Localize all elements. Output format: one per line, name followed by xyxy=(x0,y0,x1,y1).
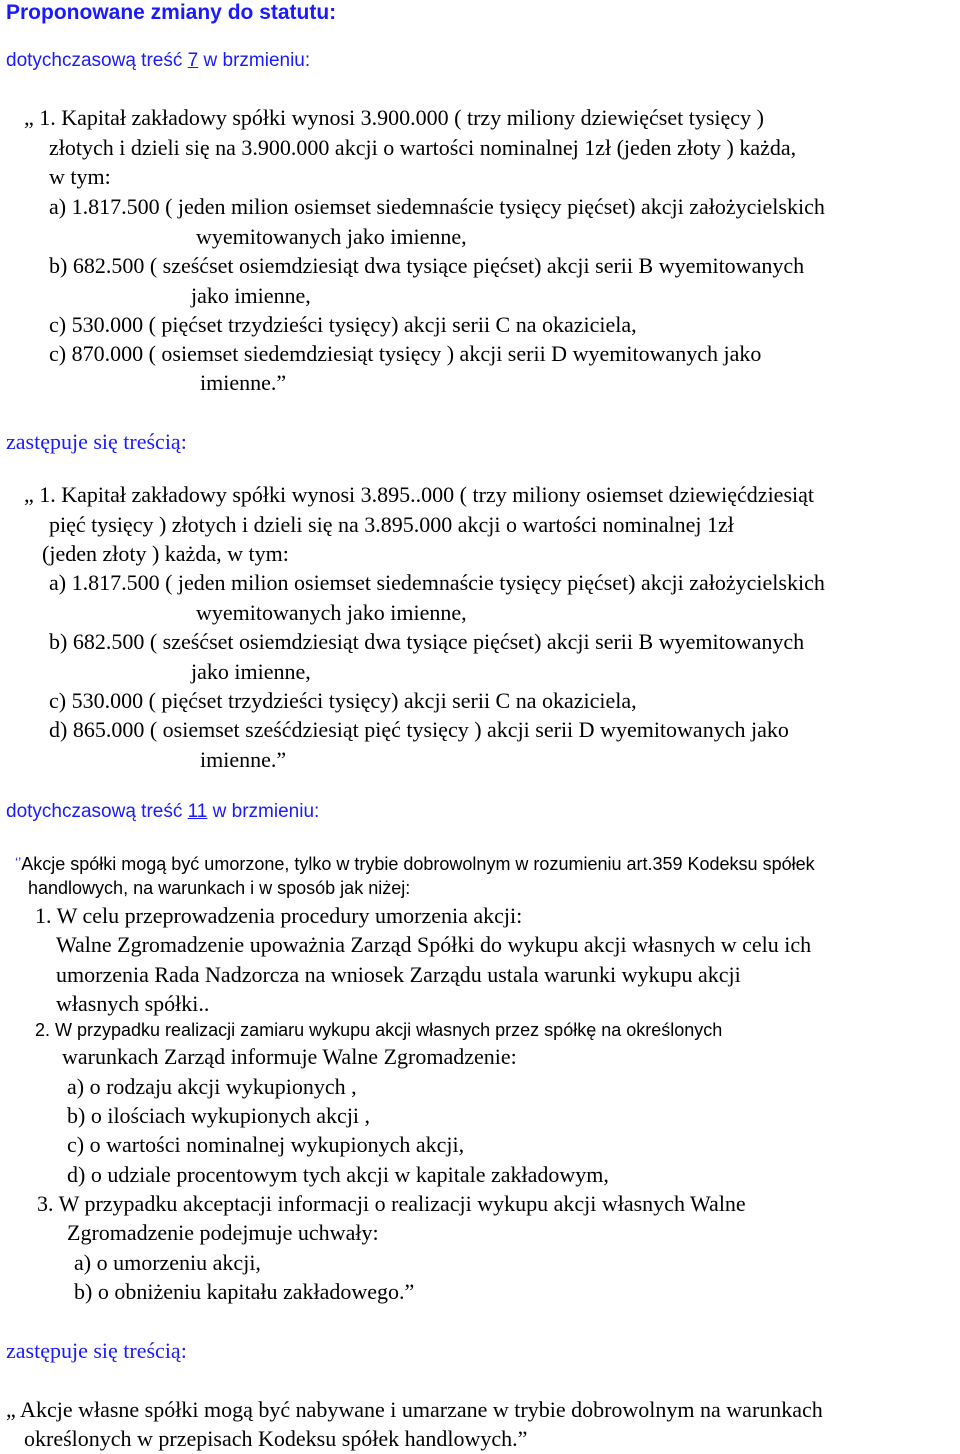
section11-paragraph-number: 11 xyxy=(187,801,208,822)
document-heading: Proponowane zmiany do statutu: xyxy=(6,1,337,24)
old-text-line: a) 1.817.500 ( jeden milion osiemset siedemnaście tysięcy pięćset) akcji założycielskich xyxy=(49,194,825,219)
section11-intro-post: w brzmieniu: xyxy=(207,801,320,822)
old-text-line: złotych i dzieli się na 3.900.000 akcji o wartości nominalnej 1zł (jeden złoty ) każda, xyxy=(49,135,797,160)
old-text-line: imienne.” xyxy=(200,370,287,395)
old-intro-line2: handlowych, na warunkach i w sposób jak niżej: xyxy=(28,878,411,898)
point-1-line: Walne Zgromadzenie upoważnia Zarząd Spółki do wykupu akcji własnych w celu ich xyxy=(56,932,812,957)
new-text-line: wyemitowanych jako imienne, xyxy=(196,600,467,625)
new-text-line: a) 1.817.500 ( jeden milion osiemset siedemnaście tysięcy pięćset) akcji założycielskich xyxy=(49,570,825,595)
point-2-first-line: 2. W przypadku realizacji zamiaru wykupu akcji własnych przez spółkę na określonych xyxy=(35,1020,723,1040)
point-1-line: 1. W celu przeprowadzenia procedury umorzenia akcji: xyxy=(35,903,523,928)
point-2-line: warunkach Zarząd informuje Walne Zgromadzenie: xyxy=(62,1044,517,1069)
old-text-line: wyemitowanych jako imienne, xyxy=(196,224,467,249)
new-text-line: „ Akcje własne spółki mogą być nabywane i umarzane w trybie dobrowolnym na warunkach xyxy=(6,1397,823,1422)
point-2-line: c) o wartości nominalnej wykupionych akcji, xyxy=(67,1132,465,1157)
point-1-line: własnych spółki.. xyxy=(56,991,210,1016)
new-text-line: b) 682.500 ( sześćset osiemdziesiąt dwa tysiące pięćset) akcji serii B wyemitowanych xyxy=(49,629,805,654)
old-text-line: c) 530.000 ( pięćset trzydzieści tysięcy) akcji serii C na okaziciela, xyxy=(49,312,637,337)
new-text-line: „ 1. Kapitał zakładowy spółki wynosi 3.895..000 ( trzy miliony osiemset dziewięćdziesiąt xyxy=(24,482,814,507)
point-3-line: 3. W przypadku akceptacji informacji o realizacji wykupu akcji własnych Walne xyxy=(37,1191,746,1216)
old-text-line: jako imienne, xyxy=(191,283,311,308)
point-2-line: b) o ilościach wykupionych akcji , xyxy=(67,1103,371,1128)
replaced-by-label: zastępuje się treścią: xyxy=(6,1338,187,1363)
point-1-line: umorzenia Rada Nadzorcza na wniosek Zarządu ustala warunki wykupu akcji xyxy=(56,962,741,987)
point-3-line: Zgromadzenie podejmuje uchwały: xyxy=(67,1220,379,1245)
section11-intro-pre: dotychczasową treść xyxy=(6,801,188,822)
new-text-line: określonych w przepisach Kodeksu spółek handlowych.” xyxy=(24,1426,528,1451)
old-text-line: c) 870.000 ( osiemset siedemdziesiąt tysięcy ) akcji serii D wyemitowanych jako xyxy=(49,341,762,366)
point-3-line: a) o umorzeniu akcji, xyxy=(74,1250,261,1275)
replaced-by-label: zastępuje się treścią: xyxy=(6,429,187,454)
point-2-line: a) o rodzaju akcji wykupionych , xyxy=(67,1074,357,1099)
point-3-line: b) o obniżeniu kapitału zakładowego.” xyxy=(74,1279,415,1304)
opening-quote: ‘’ xyxy=(15,854,22,870)
section7-intro xyxy=(6,51,310,70)
section7-intro-pre: dotychczasową treść xyxy=(6,50,188,71)
old-text-line: b) 682.500 ( sześćset osiemdziesiąt dwa tysiące pięćset) akcji serii B wyemitowanych xyxy=(49,253,805,278)
new-text-line: jako imienne, xyxy=(191,659,311,684)
old-text-line: w tym: xyxy=(49,164,111,189)
new-text-line: pięć tysięcy ) złotych i dzieli się na 3.895.000 akcji o wartości nominalnej 1zł xyxy=(49,512,734,537)
new-text-line: imienne.” xyxy=(200,747,287,772)
new-text-line: (jeden złoty ) każda, w tym: xyxy=(42,541,289,566)
point-2-line: d) o udziale procentowym tych akcji w kapitale zakładowym, xyxy=(67,1162,609,1187)
old-text-line: „ 1. Kapitał zakładowy spółki wynosi 3.900.000 ( trzy miliony dziewięćset tysięcy ) xyxy=(24,105,764,130)
section7-paragraph-number: 7 xyxy=(187,50,199,71)
old-text-line xyxy=(15,855,815,873)
section7-intro-post: w brzmieniu: xyxy=(198,50,311,71)
old-intro-line1: Akcje spółki mogą być umorzone, tylko w trybie dobrowolnym w rozumieniu art.359 Kodeksu spółek xyxy=(21,854,815,874)
section11-intro xyxy=(6,802,319,821)
new-text-line: c) 530.000 ( pięćset trzydzieści tysięcy) akcji serii C na okaziciela, xyxy=(49,688,637,713)
new-text-line: d) 865.000 ( osiemset sześćdziesiąt pięć tysięcy ) akcji serii D wyemitowanych jako xyxy=(49,717,789,742)
